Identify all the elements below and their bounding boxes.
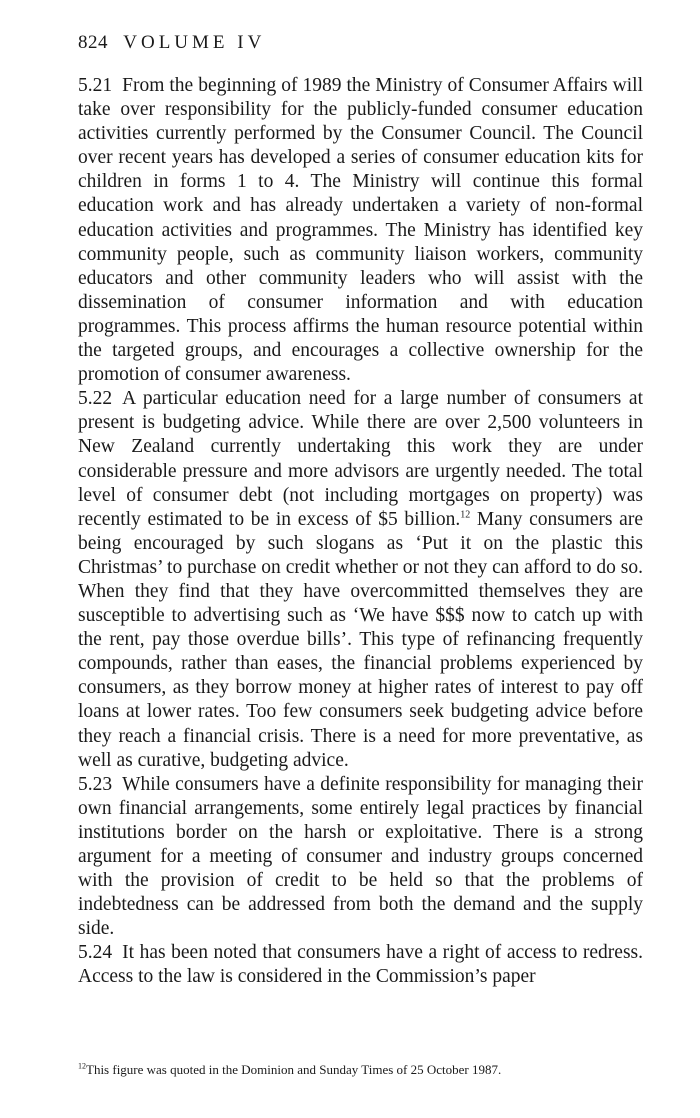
body-text <box>78 74 643 990</box>
paragraph-number: 5.21 <box>78 75 113 96</box>
footnote-reference: 12 <box>460 509 471 521</box>
paragraph-text: It has been noted that consumers have a right of access to redress. Access to the law is considered in the Commission’s paper <box>78 942 643 988</box>
page <box>78 32 643 990</box>
footnote-mark: 12 <box>78 1061 86 1071</box>
running-head <box>78 32 643 54</box>
paragraph-number: 5.22 <box>78 388 113 410</box>
volume-label: VOLUME IV <box>123 32 266 53</box>
paragraph-5-24 <box>78 941 643 989</box>
paragraph-text-continued: Many consumers are being encouraged by such slogans as ‘Put it on the plastic this Christmas’ to purchase on credit whether or not they can afford to do so. When they find that they have overcommitted themselves they are susceptible to advertising such as ‘We have $$$ now to catch up with the rent, pay those overdue bills’. This type of refinancing frequently compounds, rather than eases, the financial problems experienced by consumers, as they borrow money at higher rates of interest to pay off loans at lower rates. Too few consumers seek budgeting advice before they reach a financial crisis. There is a need for more preventative, as well as curative, budgeting advice. <box>78 508 643 771</box>
paragraph-text: While consumers have a definite responsibility for managing their own financial arrangements, some entirely legal practices by financial institutions border on the harsh or exploitative. There is a strong argument for a meeting of consumer and industry groups concerned with the provision of credit to be held so that the problems of indebtedness can be addressed from both the demand and the supply side. <box>78 773 643 940</box>
page-number: 824 <box>78 32 108 53</box>
paragraph-number: 5.23 <box>78 773 113 795</box>
paragraph-text: From the beginning of 1989 the Ministry of Consumer Affairs will take over responsibility for the publicly-funded consumer education activities currently performed by the Consumer Council. The Council over recent years has developed a series of consumer education kits for children in forms 1 to 4. The Ministry will continue this formal education work and has already undertaken a variety of non-formal education activities and programmes. The Ministry has identified key community people, such as community liaison workers, community educators and other community leaders who will assist with the dissemination of consumer information and with education programmes. This process affirms the human resource potential within the targeted groups, and encourages a collective ownership for the promotion of consumer awareness. <box>78 75 643 386</box>
paragraph-number: 5.24 <box>78 942 113 964</box>
paragraph-5-21 <box>78 74 643 387</box>
footnote-text: This figure was quoted in the Dominion and Sunday Times of 25 October 1987. <box>86 1062 502 1077</box>
footnote <box>78 1062 648 1078</box>
paragraph-5-23 <box>78 773 643 942</box>
paragraph-text: A particular education need for a large number of consumers at present is budgeting advice. While there are over 2,500 volunteers in New Zealand currently undertaking this work they are under considerable pressure and more advisors are urgently needed. The total level of consumer debt (not including mortgages on property) was recently estimated to be in excess of $5 billion. <box>78 388 643 530</box>
paragraph-5-22 <box>78 387 643 773</box>
